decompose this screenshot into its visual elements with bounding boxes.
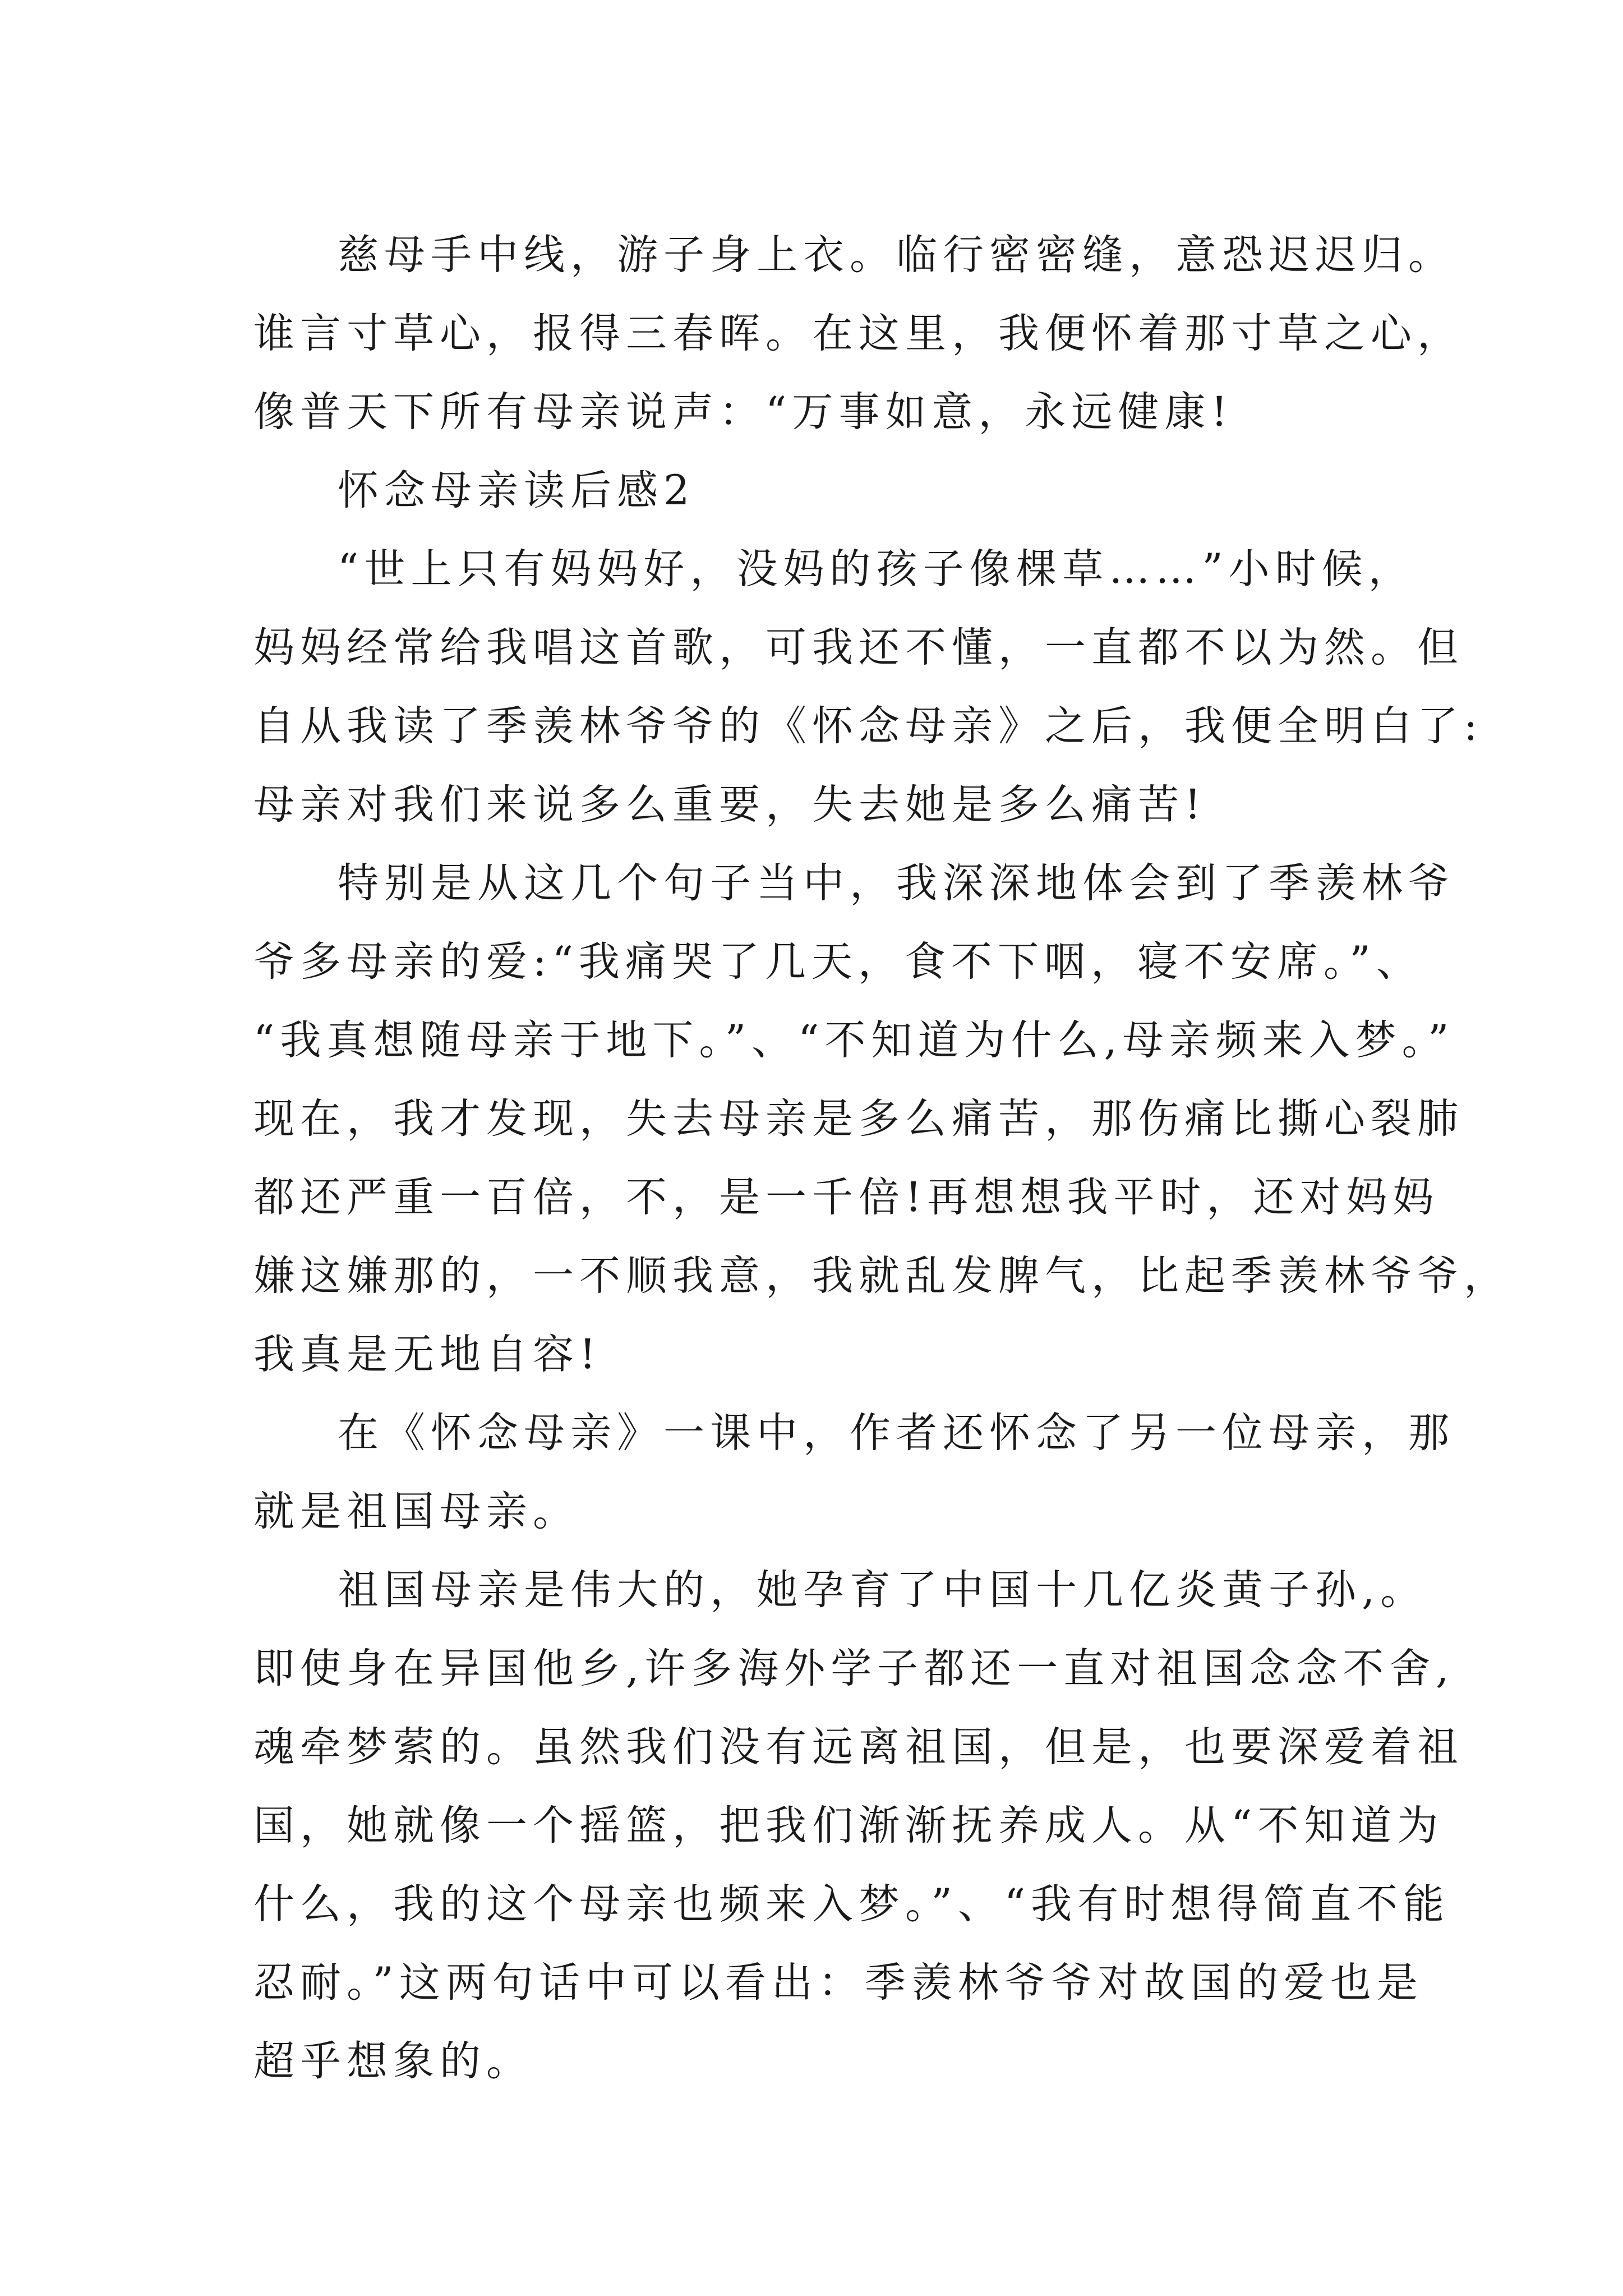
text-line: 自从我读了季羡林爷爷的《怀念母亲》之后，我便全明白了: xyxy=(253,702,1483,750)
text-line: 像普天下所有母亲说声：“万事如意，永远健康! xyxy=(253,388,1233,436)
section-heading: 怀念母亲读后感2 xyxy=(338,467,695,514)
text-line: 妈妈经常给我唱这首歌，可我还不懂，一直都不以为然。但 xyxy=(253,624,1464,671)
text-line: 我真是无地自容! xyxy=(253,1331,602,1378)
text-line: 忍耐。”这两句话中可以看出：季羡林爷爷对故国的爱也是 xyxy=(253,1959,1423,2007)
text-line: “我真想随母亲于地下。”、“不知道为什么,母亲频来入梦。” xyxy=(253,1016,1455,1064)
text-line: 就是祖国母亲。 xyxy=(253,1488,579,1535)
text-line: 谁言寸草心，报得三春晖。在这里，我便怀着那寸草之心， xyxy=(253,310,1464,357)
text-line: 国，她就像一个摇篮，把我们渐渐抚养成人。从“不知道为 xyxy=(253,1802,1444,1849)
text-line: 即使身在异国他乡,许多海外学子都还一直对祖国念念不舍, xyxy=(253,1645,1455,1692)
text-line: 都还严重一百倍，不，是一千倍!再想想我平时，还对妈妈 xyxy=(253,1174,1440,1221)
text-line: “世上只有妈妈好，没妈的孩子像棵草……”小时候， xyxy=(338,545,1415,593)
text-line: 慈母手中线，游子身上衣。临行密密缝，意恐迟迟归。 xyxy=(338,231,1455,279)
text-line: 超乎想象的。 xyxy=(253,2037,533,2085)
text-line: 特别是从这几个句子当中，我深深地体会到了季羡林爷 xyxy=(338,859,1455,907)
text-line: 什么，我的这个母亲也频来入梦。”、“我有时想得简直不能 xyxy=(253,1880,1450,1928)
text-line: 嫌这嫌那的，一不顺我意，我就乱发脾气，比起季羡林爷爷， xyxy=(253,1252,1510,1300)
text-line: 现在，我才发现，失去母亲是多么痛苦，那伤痛比撕心裂肺 xyxy=(253,1095,1464,1143)
text-line: 祖国母亲是伟大的，她孕育了中国十几亿炎黄子孙,。 xyxy=(338,1566,1427,1614)
text-line: 在《怀念母亲》一课中，作者还怀念了另一位母亲，那 xyxy=(338,1409,1455,1457)
text-line: 魂牵梦萦的。虽然我们没有远离祖国，但是，也要深爱着祖 xyxy=(253,1723,1464,1771)
text-line: 母亲对我们来说多么重要，失去她是多么痛苦! xyxy=(253,781,1207,829)
text-line: 爷多母亲的爱:“我痛哭了几天，食不下咽，寝不安席。”、 xyxy=(253,938,1423,986)
document-body xyxy=(253,216,1510,2101)
